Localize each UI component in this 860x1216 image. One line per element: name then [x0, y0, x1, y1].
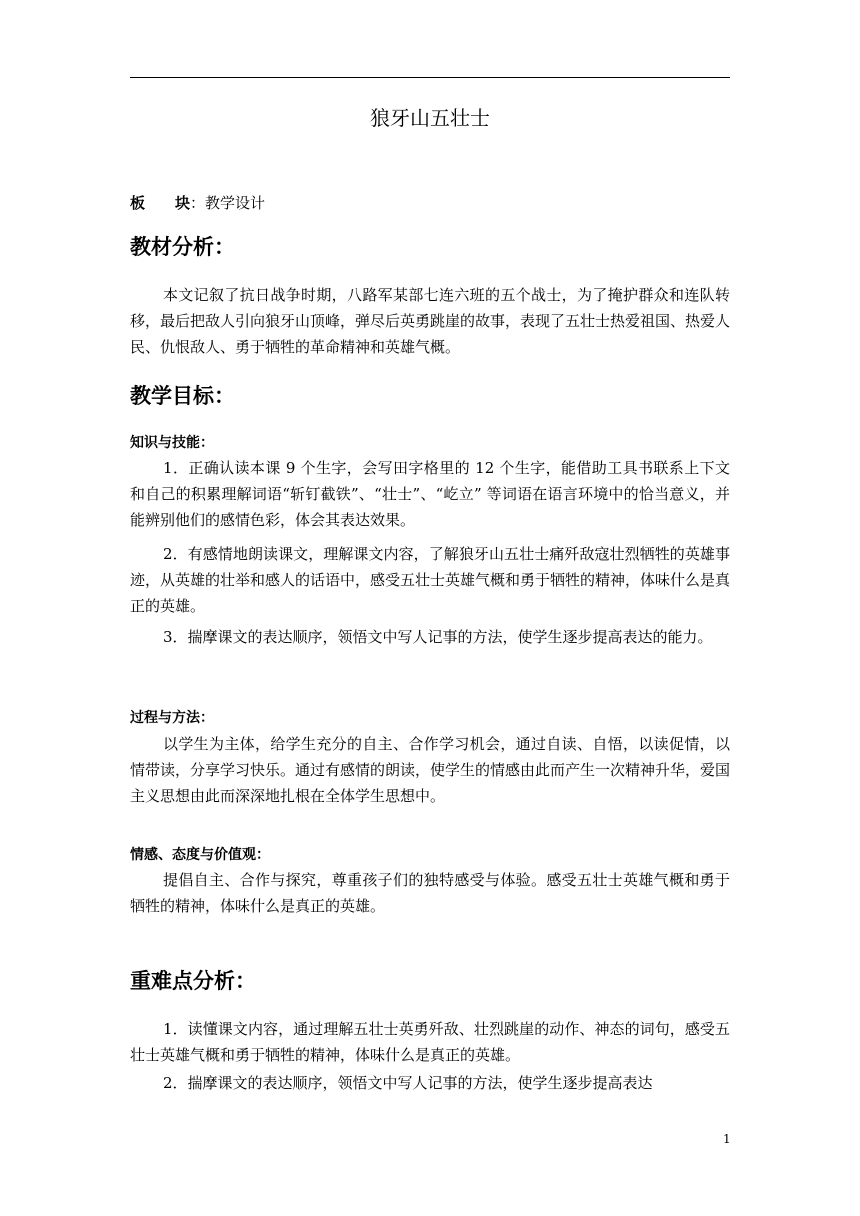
- difficulty-item-1: 1．读懂课文内容，通过理解五壮士英勇歼敌、壮烈跳崖的动作、神态的词句，感受五壮士英雄气概和勇于牺牲的精神，体味什么是真正的英雄。: [130, 1020, 730, 1064]
- document-title: 狼牙山五壮士: [370, 106, 490, 130]
- meta-label: 板 块: [130, 194, 191, 212]
- header-rule: [130, 77, 730, 78]
- analysis-paragraph: 本文记叙了抗日战争时期，八路军某部七连六班的五个战士，为了掩护群众和连队转移，最后把敌人引向狼牙山顶峰，弹尽后英勇跳崖的故事，表现了五壮士热爱祖国、热爱人民、仇恨敌人、勇于牺牲的革命精神和英雄气概。: [130, 286, 731, 356]
- heading-process: 过程与方法：: [130, 710, 214, 726]
- meta-value: ：教学设计: [190, 194, 266, 212]
- knowledge-item-2: 2．有感情地朗读课文，理解课文内容，了解狼牙山五壮士痛歼敌寇壮烈牺牲的英雄事迹，从英雄的壮举和感人的话语中，感受五壮士英雄气概和勇于牺牲的精神，体味什么是真正的英雄。: [130, 545, 731, 615]
- page-number: 1: [723, 1132, 731, 1146]
- knowledge-item-1: 1．正确认读本课 9 个生字，会写田字格里的 12 个生字，能借助工具书联系上下文和自己的积累理解词语“斩钉截铁”、“壮士”、“屹立” 等词语在语言环境中的恰当意义，并能辨别他们的感情色彩，体会其表达效果。: [130, 459, 730, 529]
- heading-analysis: 教材分析：: [130, 235, 235, 259]
- heading-goals: 教学目标：: [130, 384, 235, 408]
- difficulty-item-2: 2．揣摩课文的表达顺序，领悟文中写人记事的方法，使学生逐步提高表达: [163, 1074, 653, 1092]
- section-meta: [130, 192, 265, 214]
- heading-difficulty: 重难点分析：: [130, 969, 256, 993]
- heading-knowledge: 知识与技能：: [130, 435, 214, 451]
- knowledge-item-3: 3．揣摩课文的表达顺序，领悟文中写人记事的方法，使学生逐步提高表达的能力。: [163, 628, 713, 646]
- process-paragraph: 以学生为主体，给学生充分的自主、合作学习机会，通过自读、自悟，以读促情，以情带读，分享学习快乐。通过有感情的朗读，使学生的情感由此而产生一次精神升华，爱国主义思想由此而深深地扎根在全体学生思想中。: [130, 735, 731, 805]
- emotion-paragraph: 提倡自主、合作与探究，尊重孩子们的独特感受与体验。感受五壮士英雄气概和勇于牺牲的精神，体味什么是真正的英雄。: [130, 871, 730, 915]
- heading-emotion: 情感、态度与价值观：: [130, 847, 270, 863]
